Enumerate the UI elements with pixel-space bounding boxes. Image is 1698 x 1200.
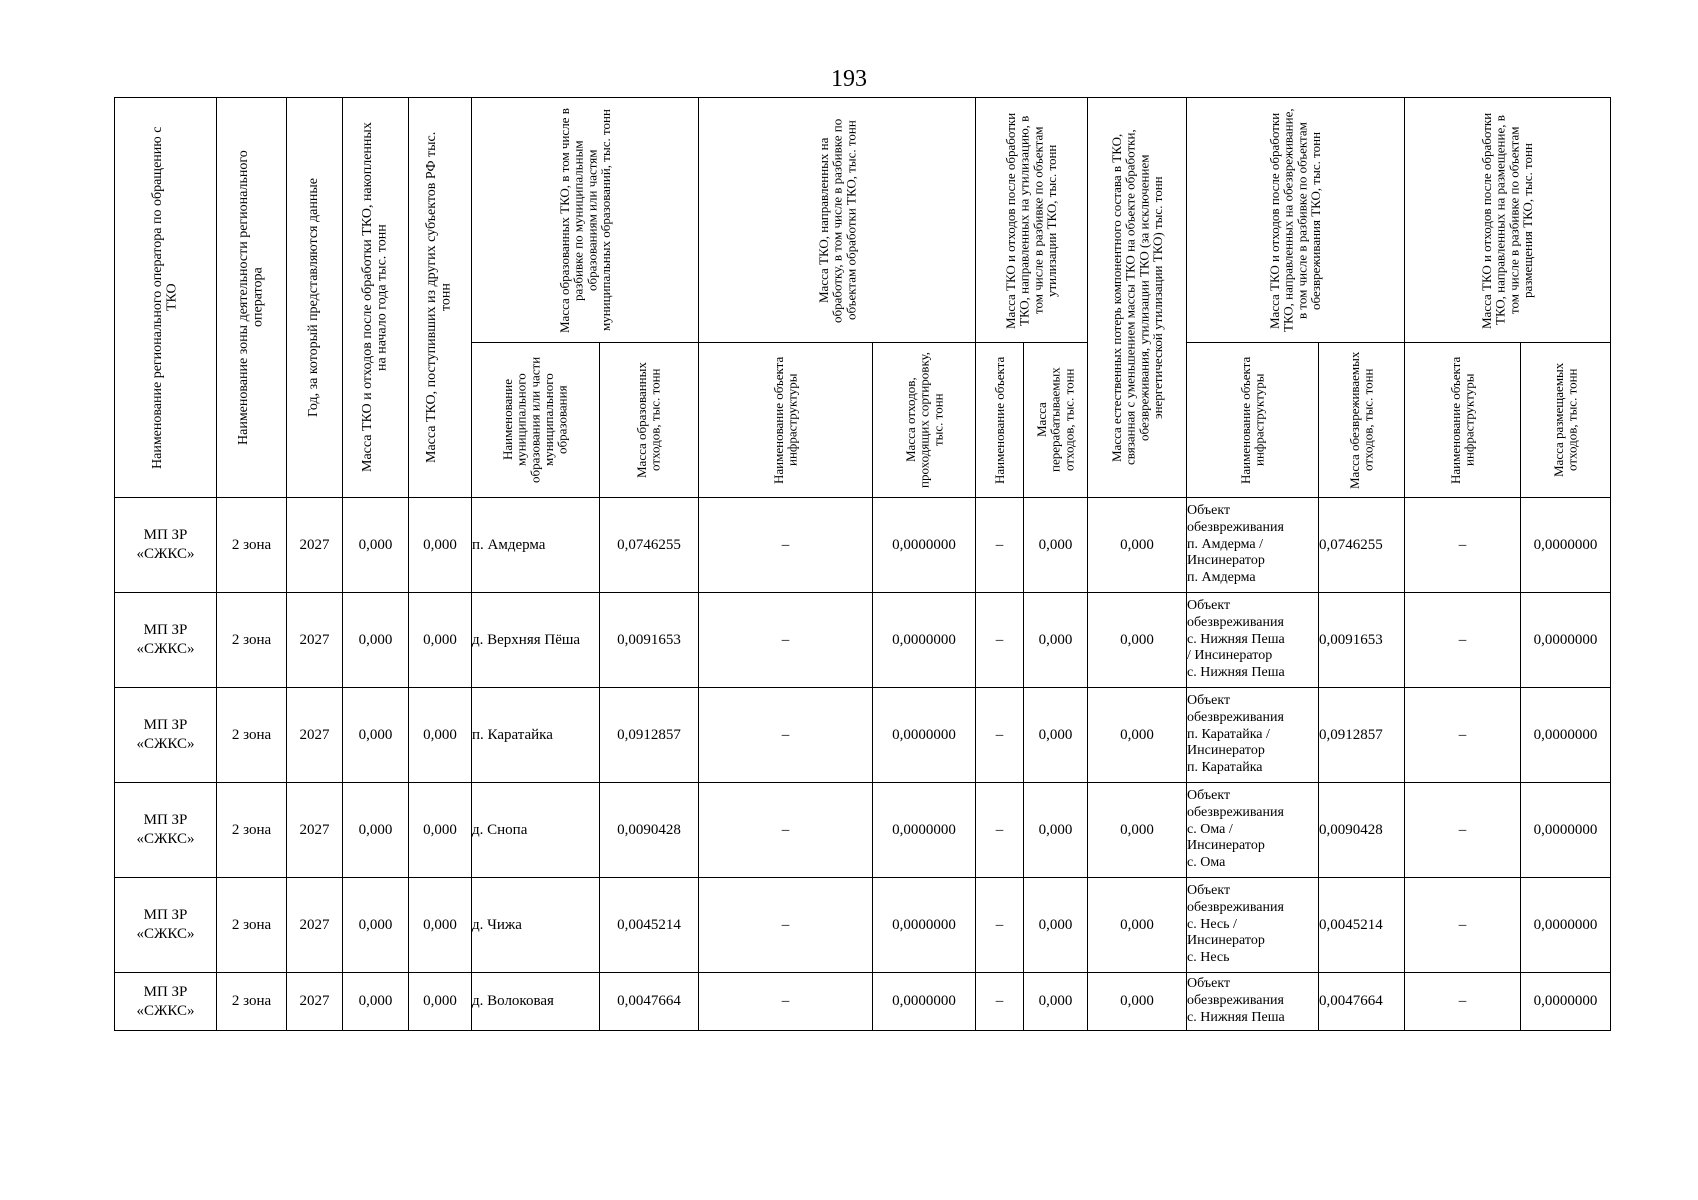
cell-generated: 0,0746255: [600, 498, 699, 593]
table-row: [115, 498, 1611, 593]
cell-neut-name: Объект обезвреживания с. Ома / Инсинератор с. Ома: [1187, 783, 1319, 878]
cell-losses: 0,000: [1088, 878, 1187, 973]
cell-proc-name: –: [699, 878, 873, 973]
header-mass-other-subjects: Масса ТКО, поступивших из других субъектов РФ тыс. тонн: [409, 98, 472, 498]
cell-place-name: –: [1405, 593, 1521, 688]
cell-mass-start: 0,000: [343, 688, 409, 783]
cell-util-name: –: [976, 688, 1024, 783]
cell-util-mass: 0,000: [1024, 783, 1088, 878]
cell-generated: 0,0912857: [600, 688, 699, 783]
cell-util-name: –: [976, 783, 1024, 878]
cell-proc-mass: 0,0000000: [873, 973, 976, 1031]
cell-operator: МП ЗР «СЖКС»: [115, 783, 217, 878]
cell-neut-mass: 0,0912857: [1319, 688, 1405, 783]
header-utilization-name: Наименование объекта: [976, 343, 1024, 498]
cell-neut-name: Объект обезвреживания п. Амдерма / Инсинератор п. Амдерма: [1187, 498, 1319, 593]
cell-losses: 0,000: [1088, 593, 1187, 688]
cell-proc-name: –: [699, 783, 873, 878]
cell-util-mass: 0,000: [1024, 973, 1088, 1031]
cell-proc-name: –: [699, 973, 873, 1031]
cell-zone: 2 зона: [217, 688, 287, 783]
cell-mo-name: д. Волоковая: [472, 973, 600, 1031]
cell-zone: 2 зона: [217, 973, 287, 1031]
table-row: [115, 593, 1611, 688]
cell-place-mass: 0,0000000: [1521, 688, 1611, 783]
cell-mo-name: п. Каратайка: [472, 688, 600, 783]
header-processing-mass: Масса отходов, проходящих сортировку, тыс. тонн: [873, 343, 976, 498]
cell-util-mass: 0,000: [1024, 593, 1088, 688]
header-generated-mass: Масса образованных отходов, тыс. тонн: [600, 343, 699, 498]
cell-place-name: –: [1405, 973, 1521, 1031]
cell-neut-mass: 0,0047664: [1319, 973, 1405, 1031]
cell-losses: 0,000: [1088, 783, 1187, 878]
cell-mass-start: 0,000: [343, 593, 409, 688]
header-processing-name: Наименование объекта инфраструктуры: [699, 343, 873, 498]
table-header: [115, 98, 1611, 498]
cell-place-mass: 0,0000000: [1521, 878, 1611, 973]
cell-neut-mass: 0,0090428: [1319, 783, 1405, 878]
cell-neut-name: Объект обезвреживания с. Нижняя Пеша / Инсинератор с. Нижняя Пеша: [1187, 593, 1319, 688]
header-mass-start: Масса ТКО и отходов после обработки ТКО, накопленных на начало года тыс. тонн: [343, 98, 409, 498]
cell-operator: МП ЗР «СЖКС»: [115, 973, 217, 1031]
cell-proc-name: –: [699, 498, 873, 593]
cell-util-name: –: [976, 973, 1024, 1031]
header-utilization-mass: Масса перерабатываемых отходов, тыс. тонн: [1024, 343, 1088, 498]
cell-mass-start: 0,000: [343, 973, 409, 1031]
header-operator: Наименование регионального оператора по обращению с ТКО: [115, 98, 217, 498]
cell-zone: 2 зона: [217, 783, 287, 878]
header-neutralization-mass: Масса обезвреживаемых отходов, тыс. тонн: [1319, 343, 1405, 498]
header-placement-name: Наименование объекта инфраструктуры: [1405, 343, 1521, 498]
cell-year: 2027: [287, 593, 343, 688]
cell-proc-mass: 0,0000000: [873, 593, 976, 688]
cell-operator: МП ЗР «СЖКС»: [115, 878, 217, 973]
cell-proc-name: –: [699, 593, 873, 688]
cell-neut-mass: 0,0045214: [1319, 878, 1405, 973]
cell-util-mass: 0,000: [1024, 878, 1088, 973]
cell-losses: 0,000: [1088, 498, 1187, 593]
cell-generated: 0,0090428: [600, 783, 699, 878]
cell-mo-name: п. Амдерма: [472, 498, 600, 593]
cell-year: 2027: [287, 878, 343, 973]
cell-mo-name: д. Чижа: [472, 878, 600, 973]
cell-proc-name: –: [699, 688, 873, 783]
cell-year: 2027: [287, 688, 343, 783]
header-natural-losses: Масса естественных потерь компонентного состава в ТКО, связанная с уменьшением массы ТКО на объекте обработки, обезвреживания, утилизации ТКО (за исключением энергетической утилизации ТКО) тыс. тонн: [1088, 98, 1187, 498]
cell-losses: 0,000: [1088, 688, 1187, 783]
cell-util-mass: 0,000: [1024, 688, 1088, 783]
header-generated-mo-name: Наименование муниципального образования или части муниципального образования: [472, 343, 600, 498]
cell-place-mass: 0,0000000: [1521, 498, 1611, 593]
header-zone: Наименование зоны деятельности регионального оператора: [217, 98, 287, 498]
cell-mass-other: 0,000: [409, 783, 472, 878]
cell-util-name: –: [976, 878, 1024, 973]
table-body: [115, 498, 1611, 1031]
header-neutralization-name: Наименование объекта инфраструктуры: [1187, 343, 1319, 498]
header-utilization-group: Масса ТКО и отходов после обработки ТКО, направленных на утилизацию, в том числе в разбивке по объектам утилизации ТКО, тыс. тонн: [976, 98, 1088, 343]
table-row: [115, 783, 1611, 878]
cell-neut-name: Объект обезвреживания с. Несь / Инсинератор с. Несь: [1187, 878, 1319, 973]
cell-mass-other: 0,000: [409, 973, 472, 1031]
cell-util-name: –: [976, 593, 1024, 688]
cell-mass-other: 0,000: [409, 878, 472, 973]
cell-generated: 0,0091653: [600, 593, 699, 688]
cell-neut-mass: 0,0746255: [1319, 498, 1405, 593]
cell-place-mass: 0,0000000: [1521, 783, 1611, 878]
cell-year: 2027: [287, 498, 343, 593]
header-placement-mass: Масса размещаемых отходов, тыс. тонн: [1521, 343, 1611, 498]
cell-place-name: –: [1405, 688, 1521, 783]
waste-data-table: [114, 97, 1611, 1031]
header-placement-group: Масса ТКО и отходов после обработки ТКО, направленных на размещение, в том числе в разбивке по объектам размещения ТКО, тыс. тонн: [1405, 98, 1611, 343]
cell-proc-mass: 0,0000000: [873, 688, 976, 783]
header-year: Год, за который представляются данные: [287, 98, 343, 498]
table-row: [115, 878, 1611, 973]
cell-year: 2027: [287, 973, 343, 1031]
cell-zone: 2 зона: [217, 498, 287, 593]
cell-zone: 2 зона: [217, 593, 287, 688]
cell-mass-other: 0,000: [409, 688, 472, 783]
cell-place-name: –: [1405, 783, 1521, 878]
header-neutralization-group: Масса ТКО и отходов после обработки ТКО, направленных на обезвреживание, в том числе в разбивке по объектам обезвреживания ТКО, тыс. тонн: [1187, 98, 1405, 343]
cell-mo-name: д. Верхняя Пёша: [472, 593, 600, 688]
cell-place-name: –: [1405, 498, 1521, 593]
cell-neut-name: Объект обезвреживания п. Каратайка / Инсинератор п. Каратайка: [1187, 688, 1319, 783]
cell-place-name: –: [1405, 878, 1521, 973]
cell-operator: МП ЗР «СЖКС»: [115, 498, 217, 593]
cell-place-mass: 0,0000000: [1521, 973, 1611, 1031]
header-processing-group: Масса ТКО, направленных на обработку, в том числе в разбивке по объектам обработки ТКО, тыс. тонн: [699, 98, 976, 343]
cell-operator: МП ЗР «СЖКС»: [115, 593, 217, 688]
cell-proc-mass: 0,0000000: [873, 498, 976, 593]
cell-mass-start: 0,000: [343, 498, 409, 593]
page-number: 193: [831, 66, 867, 92]
cell-mass-other: 0,000: [409, 498, 472, 593]
cell-util-name: –: [976, 498, 1024, 593]
cell-mass-start: 0,000: [343, 878, 409, 973]
cell-generated: 0,0045214: [600, 878, 699, 973]
cell-mass-other: 0,000: [409, 593, 472, 688]
cell-year: 2027: [287, 783, 343, 878]
cell-neut-mass: 0,0091653: [1319, 593, 1405, 688]
cell-operator: МП ЗР «СЖКС»: [115, 688, 217, 783]
cell-util-mass: 0,000: [1024, 498, 1088, 593]
cell-zone: 2 зона: [217, 878, 287, 973]
table-row: [115, 688, 1611, 783]
cell-mo-name: д. Снопа: [472, 783, 600, 878]
cell-proc-mass: 0,0000000: [873, 878, 976, 973]
cell-proc-mass: 0,0000000: [873, 783, 976, 878]
table-row: [115, 973, 1611, 1031]
header-generated-group: Масса образованных ТКО, в том числе в разбивке по муниципальным образованиям или частям муниципальных образований, тыс. тонн: [472, 98, 699, 343]
cell-mass-start: 0,000: [343, 783, 409, 878]
cell-generated: 0,0047664: [600, 973, 699, 1031]
cell-neut-name: Объект обезвреживания с. Нижняя Пеша: [1187, 973, 1319, 1031]
cell-losses: 0,000: [1088, 973, 1187, 1031]
cell-place-mass: 0,0000000: [1521, 593, 1611, 688]
